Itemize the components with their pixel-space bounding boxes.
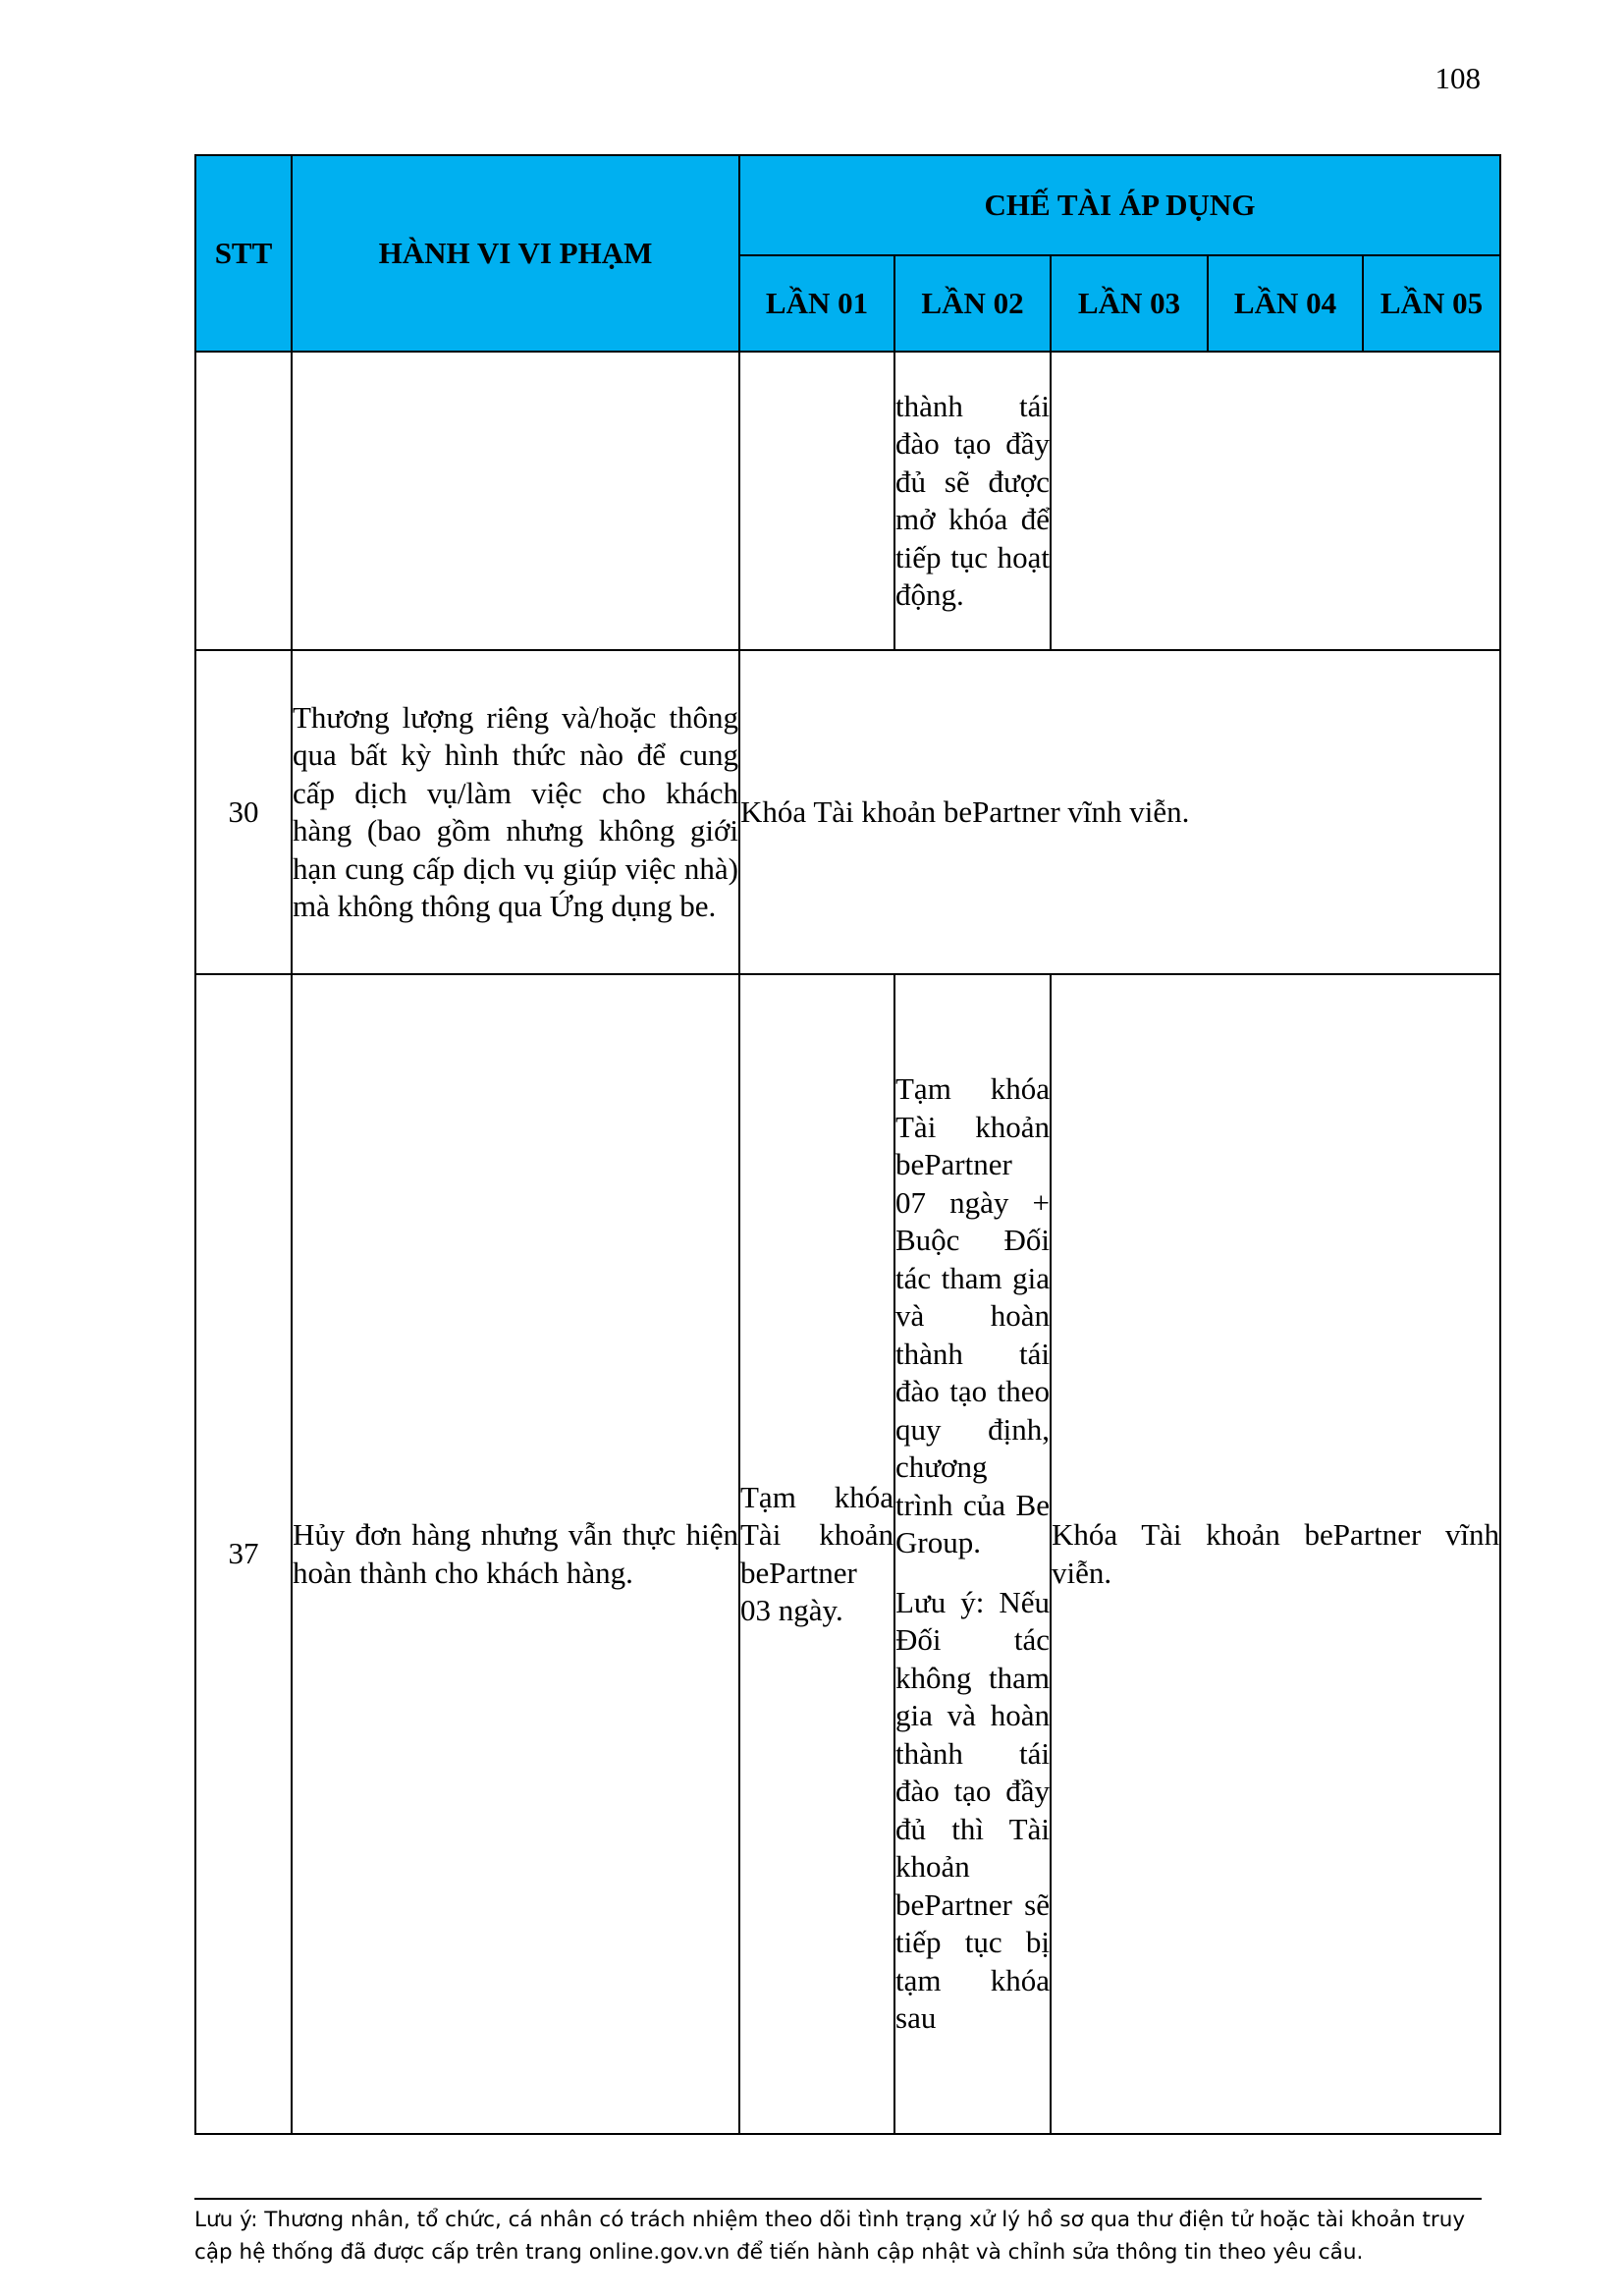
row-stt: 37 bbox=[195, 974, 292, 2134]
table-row bbox=[195, 974, 1500, 2134]
footer-divider bbox=[194, 2198, 1482, 2200]
table-row bbox=[195, 650, 1500, 974]
row-sanction-all: Khóa Tài khoản bePartner vĩnh viễn. bbox=[739, 650, 1500, 974]
row-stt: 30 bbox=[195, 650, 292, 974]
row-violation bbox=[292, 352, 739, 650]
header-lan-01: LẦN 01 bbox=[739, 255, 894, 352]
row-lan-01 bbox=[739, 352, 894, 650]
row-lan-03-05 bbox=[1051, 352, 1500, 650]
table-row bbox=[195, 352, 1500, 650]
row-lan-01: Tạm khóa Tài khoản bePartner 03 ngày. bbox=[739, 974, 894, 2134]
footer-note: Lưu ý: Thương nhân, tổ chức, cá nhân có trách nhiệm theo dõi tình trạng xử lý hồ sơ qua thư điện tử hoặc tài khoản truy cập hệ thống đã được cấp trên trang online.gov.vn để tiến hành cập nhật và chỉnh sửa thông tin theo yêu cầu. bbox=[194, 2208, 1466, 2265]
row-lan-02 bbox=[894, 974, 1051, 2134]
page-number: 108 bbox=[1435, 61, 1481, 95]
row-violation: Thương lượng riêng và/hoặc thông qua bất kỳ hình thức nào để cung cấp dịch vụ/làm việc cho khách hàng (bao gồm nhưng không giới hạn cung cấp dịch vụ giúp việc nhà) mà không thông qua Ứng dụng be. bbox=[292, 650, 739, 974]
header-violation: HÀNH VI VI PHẠM bbox=[292, 155, 739, 352]
lan-02-main-text: Tạm khóa Tài khoản bePartner 07 ngày + Buộc Đối tác tham gia và hoàn thành tái đào tạo theo quy định, chương trình của Be Group. bbox=[895, 1071, 1050, 1560]
header-stt: STT bbox=[195, 155, 292, 352]
penalty-table bbox=[194, 154, 1501, 2135]
header-lan-03: LẦN 03 bbox=[1051, 255, 1208, 352]
header-lan-04: LẦN 04 bbox=[1208, 255, 1363, 352]
lan-02-note-text: Lưu ý: Nếu Đối tác không tham gia và hoàn thành tái đào tạo đầy đủ thì Tài khoản bePartner sẽ tiếp tục bị tạm khóa sau bbox=[895, 1584, 1050, 2036]
row-lan-03-05: Khóa Tài khoản bePartner vĩnh viễn. bbox=[1051, 974, 1500, 2134]
header-lan-05: LẦN 05 bbox=[1363, 255, 1500, 352]
row-violation: Hủy đơn hàng nhưng vẫn thực hiện hoàn thành cho khách hàng. bbox=[292, 974, 739, 2134]
row-lan-02: thành tái đào tạo đầy đủ sẽ được mở khóa để tiếp tục hoạt động. bbox=[894, 352, 1051, 650]
header-sanctions: CHẾ TÀI ÁP DỤNG bbox=[739, 155, 1500, 255]
header-lan-02: LẦN 02 bbox=[894, 255, 1051, 352]
row-stt bbox=[195, 352, 292, 650]
